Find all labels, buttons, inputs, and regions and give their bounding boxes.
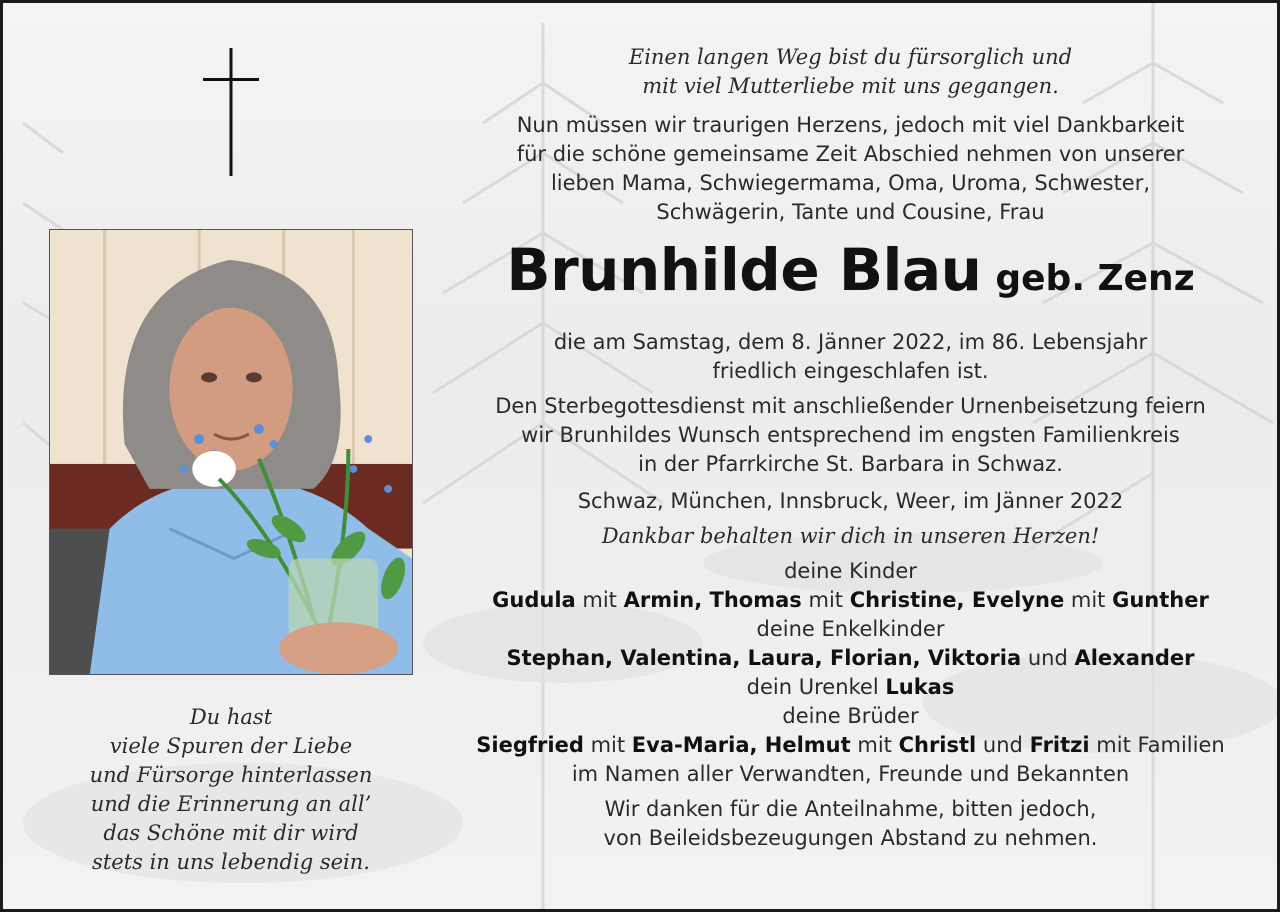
left-poem-line: stets in uns lebendig sein. — [92, 850, 370, 874]
grandchild-names: Stephan, Valentina, Laura, Florian, Viktoria — [506, 646, 1022, 670]
deceased-name: Brunhilde Blau — [506, 236, 982, 304]
left-poem-line: Du hast — [189, 705, 273, 729]
service-info-line: Den Sterbegottesdienst mit anschließender Urnenbeisetzung feiern — [495, 394, 1206, 418]
birth-name: geb. Zenz — [995, 258, 1195, 299]
service-info-line: wir Brunhildes Wunsch entsprechend im engsten Familienkreis — [521, 423, 1180, 447]
intro-line: Nun müssen wir traurigen Herzens, jedoch mit viel Dankbarkeit — [516, 113, 1185, 137]
service-info-line: in der Pfarrkirche St. Barbara in Schwaz. — [638, 452, 1063, 476]
death-info-line: friedlich eingeschlafen ist. — [712, 359, 989, 383]
portrait-photo — [49, 229, 413, 675]
connector-word: und — [1027, 646, 1068, 670]
connector-word: mit Familien — [1096, 733, 1225, 757]
left-poem-line: und die Erinnerung an all’ — [90, 792, 372, 816]
great-grandchild-label: dein Urenkel — [746, 675, 879, 699]
left-poem-line: und Fürsorge hinterlassen — [89, 763, 373, 787]
grandchildren-label: deine Enkelkinder — [756, 617, 945, 641]
grateful-line: Dankbar behalten wir dich in unseren Herzen! — [601, 524, 1100, 548]
siblings-label: deine Brüder — [782, 704, 919, 728]
thanks-text — [448, 795, 1253, 853]
great-grandchild-line — [448, 673, 1253, 702]
connector-word: mit — [582, 588, 617, 612]
connector-word: mit — [808, 588, 844, 612]
cross-icon — [203, 48, 259, 176]
service-info — [448, 392, 1253, 479]
child-name: Gunther — [1112, 588, 1209, 612]
sibling-name: Eva-Maria, Helmut — [631, 733, 851, 757]
great-grandchild-name: Lukas — [885, 675, 955, 699]
intro-line: lieben Mama, Schwiegermama, Oma, Uroma, Schwester, — [550, 171, 1151, 195]
top-poem-line: Einen langen Weg bist du fürsorglich und — [628, 45, 1073, 69]
sibling-name: Siegfried — [476, 733, 584, 757]
connector-word: mit — [857, 733, 892, 757]
thanks-line: von Beileidsbezeugungen Abstand zu nehmen. — [603, 826, 1098, 850]
connector-word: mit — [1070, 588, 1106, 612]
death-info — [448, 328, 1253, 386]
family-list — [448, 557, 1253, 789]
left-poem — [49, 703, 413, 877]
on-behalf-line: im Namen aller Verwandten, Freunde und Bekannten — [571, 762, 1130, 786]
top-poem-line: mit viel Mutterliebe mit uns gegangen. — [642, 74, 1059, 98]
child-name: Gudula — [492, 588, 576, 612]
deceased-name-row — [448, 235, 1253, 318]
sibling-name: Fritzi — [1029, 733, 1090, 757]
places-date: Schwaz, München, Innsbruck, Weer, im Jänner 2022 — [577, 489, 1124, 513]
grandchild-name: Alexander — [1074, 646, 1195, 670]
grandchildren-names — [448, 644, 1253, 673]
death-info-line: die am Samstag, dem 8. Jänner 2022, im 86. Lebensjahr — [553, 330, 1148, 354]
connector-word: und — [982, 733, 1023, 757]
left-poem-line: viele Spuren der Liebe — [109, 734, 353, 758]
connector-word: mit — [590, 733, 626, 757]
thanks-line: Wir danken für die Anteilnahme, bitten jedoch, — [604, 797, 1097, 821]
main-text — [448, 43, 1253, 853]
sibling-name: Christl — [898, 733, 977, 757]
intro-line: Schwägerin, Tante und Cousine, Frau — [656, 200, 1045, 224]
top-poem — [448, 43, 1253, 101]
child-name: Christine, Evelyne — [849, 588, 1065, 612]
children-names — [448, 586, 1253, 615]
siblings-names — [448, 731, 1253, 760]
left-poem-line: das Schöne mit dir wird — [103, 821, 359, 845]
child-name: Armin, Thomas — [623, 588, 802, 612]
children-label: deine Kinder — [784, 559, 917, 583]
intro-text — [448, 111, 1253, 227]
intro-line: für die schöne gemeinsame Zeit Abschied nehmen von unserer — [516, 142, 1185, 166]
